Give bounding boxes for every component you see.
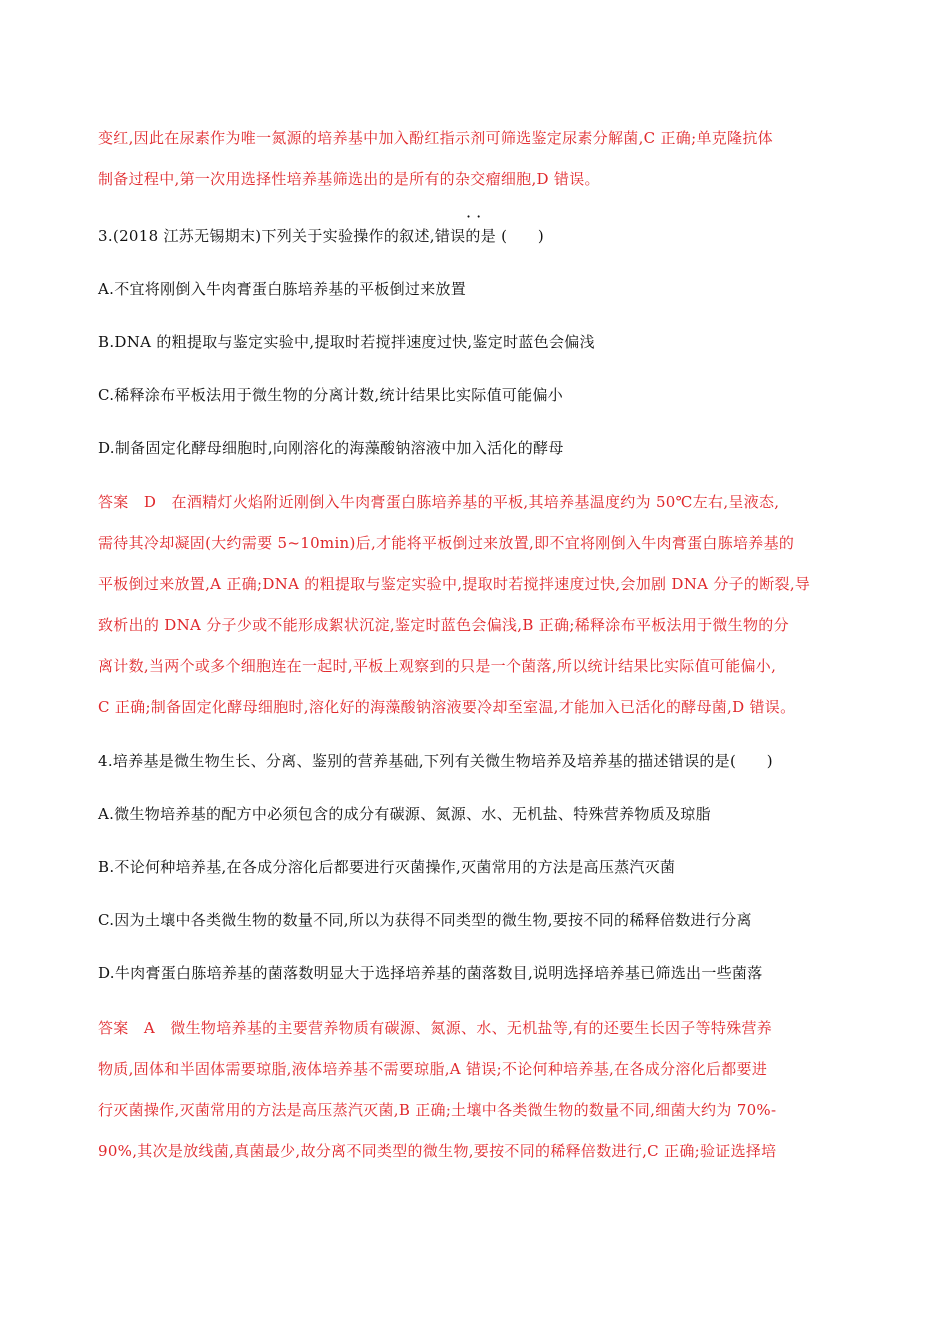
- question-3-answer-line: 需待其冷却凝固(大约需要 5~10min)后,才能将平板倒过来放置,即不宜将刚倒入牛肉膏蛋白胨培养基的: [98, 534, 795, 552]
- question-3-answer-line: 平板倒过来放置,A 正确;DNA 的粗提取与鉴定实验中,提取时若搅拌速度过快,会加剧 DNA 分子的断裂,导: [98, 575, 811, 593]
- question-3-answer-line: 答案 D 在酒精灯火焰附近刚倒入牛肉膏蛋白胨培养基的平板,其培养基温度约为 50℃左右,呈液态,: [98, 493, 780, 511]
- question-4-stem: 4.培养基是微生物生长、分离、鉴别的营养基础,下列有关微生物培养及培养基的描述错误的是( ): [98, 752, 773, 770]
- question-4-answer-line: 物质,固体和半固体需要琼脂,液体培养基不需要琼脂,A 错误;不论何种培养基,在各成分溶化后都要进: [98, 1060, 768, 1078]
- question-4-answer-line: 行灭菌操作,灭菌常用的方法是高压蒸汽灭菌,B 正确;土壤中各类微生物的数量不同,细菌大约为 70%-: [98, 1101, 777, 1119]
- question-4-option-c: C.因为土壤中各类微生物的数量不同,所以为获得不同类型的微生物,要按不同的稀释倍数进行分离: [98, 911, 752, 929]
- question-3-option-b: B.DNA 的粗提取与鉴定实验中,提取时若搅拌速度过快,鉴定时蓝色会偏浅: [98, 333, 595, 351]
- question-4-option-a: A.微生物培养基的配方中必须包含的成分有碳源、氮源、水、无机盐、特殊营养物质及琼脂: [98, 805, 711, 823]
- prev-answer-line-1: 变红,因此在尿素作为唯一氮源的培养基中加入酚红指示剂可筛选鉴定尿素分解菌,C 正确;单克隆抗体: [98, 129, 773, 147]
- question-3-option-a: A.不宜将刚倒入牛肉膏蛋白胨培养基的平板倒过来放置: [98, 280, 467, 298]
- question-4-option-b: B.不论何种培养基,在各成分溶化后都要进行灭菌操作,灭菌常用的方法是高压蒸汽灭菌: [98, 858, 676, 876]
- prev-answer-line-2: 制备过程中,第一次用选择性培养基筛选出的是所有的杂交瘤细胞,D 错误。: [98, 170, 600, 188]
- question-4-option-d: D.牛肉膏蛋白胨培养基的菌落数明显大于选择培养基的菌落数目,说明选择培养基已筛选出一些菌落: [98, 964, 763, 982]
- question-4-answer-line: 答案 A 微生物培养基的主要营养物质有碳源、氮源、水、无机盐等,有的还要生长因子等特殊营养: [98, 1019, 773, 1037]
- emphasis-marks: · ·: [466, 207, 482, 226]
- question-3-stem: 3.(2018 江苏无锡期末)下列关于实验操作的叙述,错误的是 ( ): [98, 227, 544, 245]
- question-3-answer-line: 离计数,当两个或多个细胞连在一起时,平板上观察到的只是一个菌落,所以统计结果比实际值可能偏小,: [98, 657, 777, 675]
- question-4-answer-line: 90%,其次是放线菌,真菌最少,故分离不同类型的微生物,要按不同的稀释倍数进行,C 正确;验证选择培: [98, 1142, 777, 1160]
- question-3-option-d: D.制备固定化酵母细胞时,向刚溶化的海藻酸钠溶液中加入活化的酵母: [98, 439, 564, 457]
- question-3-answer-line: 致析出的 DNA 分子少或不能形成絮状沉淀,鉴定时蓝色会偏浅,B 正确;稀释涂布平板法用于微生物的分: [98, 616, 789, 634]
- question-3-option-c: C.稀释涂布平板法用于微生物的分离计数,统计结果比实际值可能偏小: [98, 386, 564, 404]
- question-3-answer-line: C 正确;制备固定化酵母细胞时,溶化好的海藻酸钠溶液要冷却至室温,才能加入已活化的酵母菌,D 错误。: [98, 698, 796, 716]
